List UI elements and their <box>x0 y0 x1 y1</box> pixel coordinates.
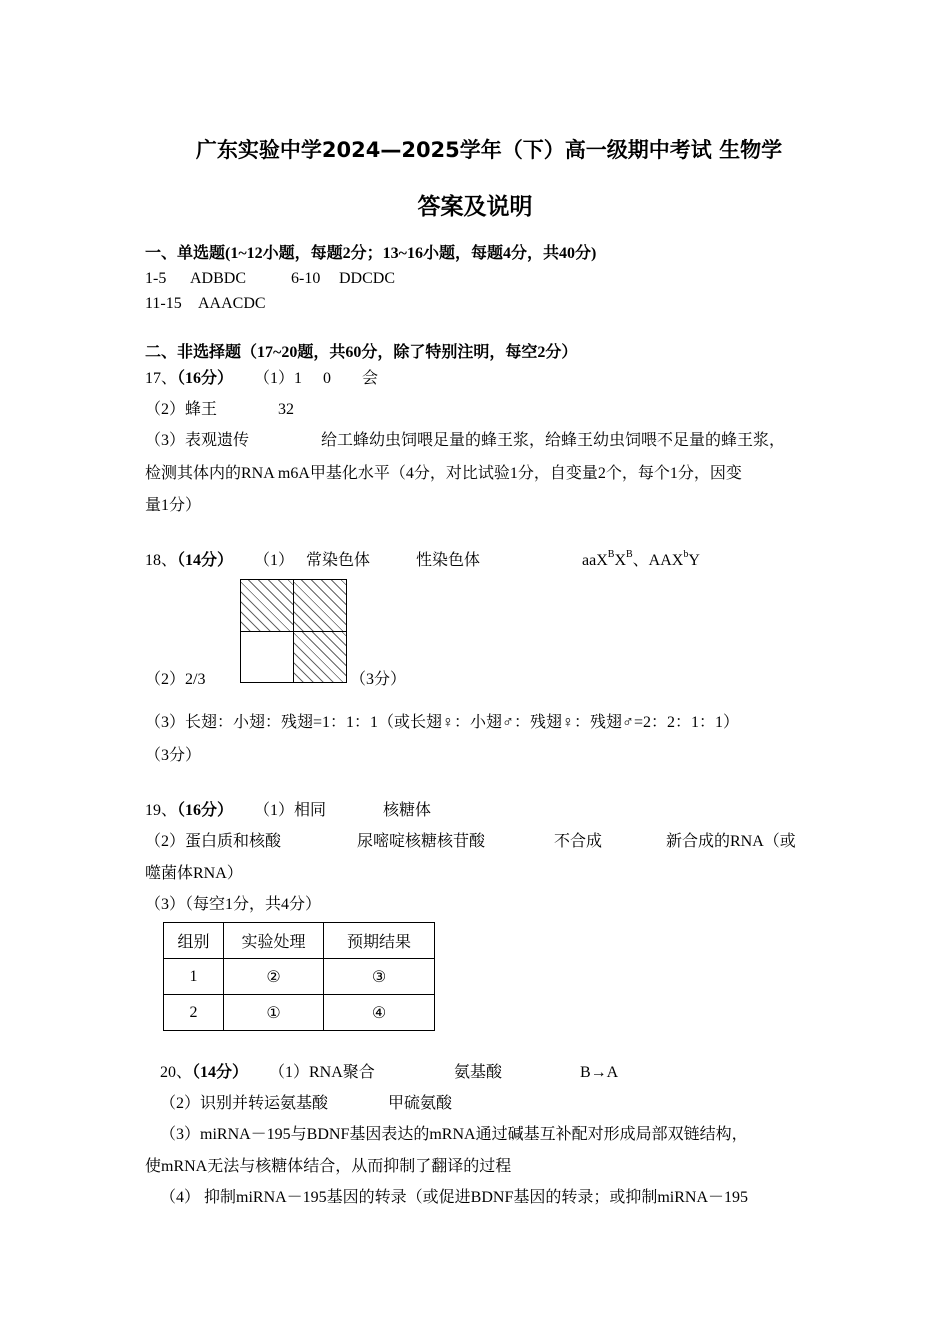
q20-p1-label: （1）RNA聚合 <box>269 1064 375 1081</box>
q20-p2-b: 甲硫氨酸 <box>388 1095 453 1112</box>
page-title: 广东实验中学2024—2025学年（下）高一级期中考试 生物学 <box>195 138 783 162</box>
diagram-cell-empty <box>241 632 294 684</box>
row1-label-b: 6-10 <box>291 270 321 287</box>
q19-p2-b: 尿嘧啶核糖核苷酸 <box>357 833 486 850</box>
q17-p3-label: （3）表观遗传 <box>145 432 250 449</box>
q17-p1-label: （1）1 <box>254 370 303 387</box>
q19-p1-b: 核糖体 <box>383 802 432 819</box>
q19-p3-label: （3）（每空1分，共4分） <box>145 896 322 913</box>
q19-header: 19、（16分） <box>145 802 234 819</box>
q18-p3-line1: （3）长翅：小翅：残翅=1：1：1（或长翅♀：小翅♂：残翅♀：残翅♂=2：2：1：1） <box>145 714 740 731</box>
row1-answers-b: DDCDC <box>339 270 396 287</box>
q17-p2-b: 32 <box>278 401 294 418</box>
q20-p3-line2: 使mRNA无法与核糖体结合，从而抑制了翻译的过程 <box>145 1158 512 1175</box>
q17-p1-c: 会 <box>362 370 379 387</box>
page-subtitle: 答案及说明 <box>417 194 533 220</box>
q19-p2-line2: 噬菌体RNA） <box>145 865 243 882</box>
table-row <box>164 995 435 1031</box>
table-header-cell: 预期结果 <box>324 923 435 959</box>
q17-p3-line2: 检测其体内的RNA m6A甲基化水平（4分，对比试验1分，自变量2个，每个1分，因变 <box>145 465 742 482</box>
q18-header: 18、（14分） <box>145 552 234 569</box>
q20-p1-c: B→A <box>580 1064 619 1081</box>
row1-label-a: 1-5 <box>145 270 167 287</box>
q19-p2-d: 新合成的RNA（或 <box>666 833 796 850</box>
q18-p3-line2: （3分） <box>145 747 202 764</box>
section1-heading: 一、单选题(1~12小题，每题2分；13~16小题，每题4分，共40分) <box>145 245 597 262</box>
table-header-cell: 组别 <box>164 923 224 959</box>
q19-p1-label: （1）相同 <box>254 802 327 819</box>
q18-p1-label: （1） <box>254 552 295 569</box>
q18-p2-label: （2）2/3 <box>145 671 206 688</box>
q20-p4-line1: （4） 抑制miRNA－195基因的转录（或促进BDNF基因的转录；或抑制miRNA－195 <box>160 1189 749 1206</box>
section2-heading: 二、非选择题（17~20题，共60分，除了特别注明，每空2分） <box>145 344 578 361</box>
q17-p1-b: 0 <box>323 370 331 387</box>
q18-genotypes: $aaX^BX^B$、AAX$^b$Y <box>582 549 700 569</box>
q20-p2-label: （2）识别并转运氨基酸 <box>160 1095 329 1112</box>
table-header-cell: 实验处理 <box>224 923 324 959</box>
q17-header: 17、（16分） <box>145 370 234 387</box>
q20-header: 20、（14分） <box>160 1064 249 1081</box>
table-cell: 1 <box>164 959 224 995</box>
q18-diagram-grid <box>240 579 347 683</box>
q18-p1-a: 常染色体 <box>306 552 371 569</box>
q17-p2-label: （2）蜂王 <box>145 401 218 418</box>
table-cell: 2 <box>164 995 224 1031</box>
q19-p2-label: （2）蛋白质和核酸 <box>145 833 282 850</box>
q19-p2-c: 不合成 <box>554 833 603 850</box>
table-cell: ② <box>224 959 324 995</box>
q18-p1-b: 性染色体 <box>416 552 481 569</box>
q18-p2-score: （3分） <box>350 671 407 688</box>
q20-p1-b: 氨基酸 <box>454 1064 503 1081</box>
table-row <box>164 959 435 995</box>
table-cell: ③ <box>324 959 435 995</box>
q20-p3-line1: （3）miRNA－195与BDNF基因表达的mRNA通过碱基互补配对形成局部双链结构， <box>160 1126 748 1143</box>
diagram-cell-hatched <box>241 580 294 632</box>
row1-answers-a: ADBDC <box>190 270 247 287</box>
q19-answer-table <box>163 922 435 1031</box>
q17-p3-line3: 量1分） <box>145 497 202 514</box>
q17-p3-b: 给工蜂幼虫饲喂足量的蜂王浆，给蜂王幼虫饲喂不足量的蜂王浆， <box>321 432 786 449</box>
row2-answers: AAACDC <box>198 295 266 312</box>
row2-label: 11-15 <box>145 295 182 312</box>
table-header-row <box>164 923 435 959</box>
table-cell: ④ <box>324 995 435 1031</box>
diagram-cell-hatched <box>294 632 347 684</box>
table-cell: ① <box>224 995 324 1031</box>
diagram-cell-hatched <box>294 580 347 632</box>
